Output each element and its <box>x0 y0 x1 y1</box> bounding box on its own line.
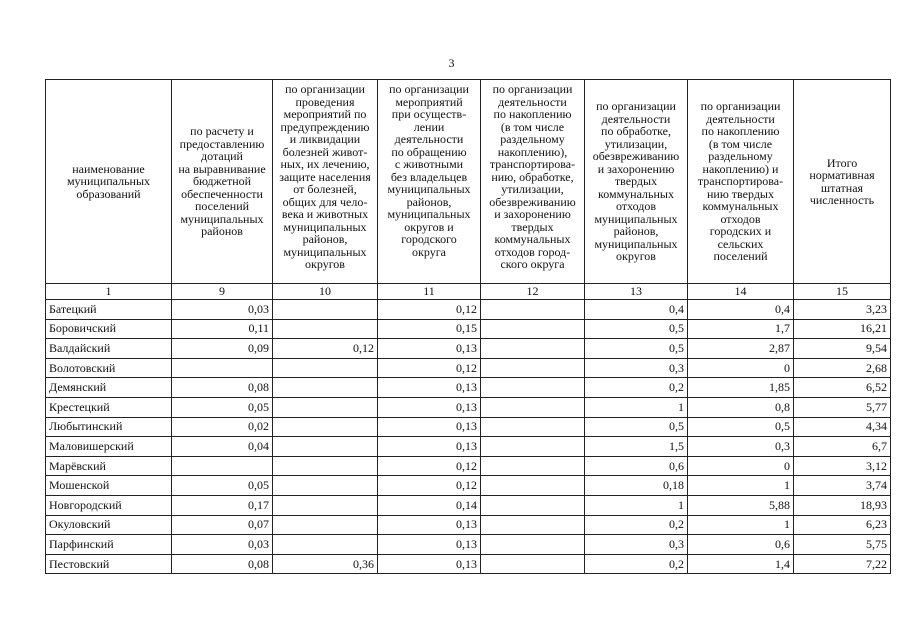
table-cell: 0,36 <box>273 554 378 574</box>
page-number: 3 <box>448 56 455 70</box>
table-cell: 1,4 <box>688 554 794 574</box>
header-col-10: по организации проведения мероприятий по предупреждению и ликвидации болезней живот- ных, их лечению, защите населения от болезней, общих для чело- века и животных муниципальных районов, муниципальных округов <box>273 80 378 284</box>
table-cell: 0,4 <box>585 300 688 320</box>
table-cell: 4,34 <box>794 417 891 437</box>
table-row <box>46 397 891 417</box>
table-cell <box>273 535 378 555</box>
table-cell <box>273 476 378 496</box>
table-row <box>46 476 891 496</box>
municipality-name: Пестовский <box>46 554 172 574</box>
table-cell: 1,85 <box>688 378 794 398</box>
table-cell: 3,23 <box>794 300 891 320</box>
table-cell: 0,2 <box>585 378 688 398</box>
table-cell <box>273 358 378 378</box>
table-row <box>46 554 891 574</box>
municipality-name: Мошенской <box>46 476 172 496</box>
table-cell: 18,93 <box>794 495 891 515</box>
header-col-12: по организации деятельности по накоплению (в том числе раздельному накоплению), транспортирова- нию, обработке, утилизации, обезвреживанию и захоронению твердых коммунальных отходов город- ского округа <box>481 80 585 284</box>
table-cell: 0,5 <box>688 417 794 437</box>
table-row <box>46 515 891 535</box>
table-cell: 0,17 <box>172 495 273 515</box>
table-cell: 1 <box>688 515 794 535</box>
table-cell <box>481 515 585 535</box>
column-number-row <box>46 284 891 300</box>
table-cell: 0,2 <box>585 515 688 535</box>
municipality-name: Валдайский <box>46 339 172 359</box>
table-cell: 0,11 <box>172 319 273 339</box>
table-cell: 0,13 <box>378 397 481 417</box>
municipality-name: Боровичский <box>46 319 172 339</box>
table-cell: 3,12 <box>794 456 891 476</box>
municipality-name: Маловишерский <box>46 437 172 457</box>
header-row <box>46 80 891 284</box>
column-number: 12 <box>481 284 585 300</box>
table-cell <box>481 476 585 496</box>
municipality-name: Демянский <box>46 378 172 398</box>
table-cell <box>273 378 378 398</box>
column-number: 10 <box>273 284 378 300</box>
table-cell: 0,2 <box>585 554 688 574</box>
table-cell: 0,08 <box>172 378 273 398</box>
header-col-11: по организации мероприятий при осуществ- лении деятельности по обращению с животными без владельцев муниципальных районов, муниципальных округов и городского округа <box>378 80 481 284</box>
table-cell: 0,5 <box>585 417 688 437</box>
table-cell: 0 <box>688 456 794 476</box>
table-row <box>46 300 891 320</box>
table-cell: 2,87 <box>688 339 794 359</box>
table-cell: 1 <box>585 397 688 417</box>
table-cell: 0,8 <box>688 397 794 417</box>
table-cell: 6,23 <box>794 515 891 535</box>
table-cell: 0,6 <box>585 456 688 476</box>
table-row <box>46 339 891 359</box>
table-cell <box>481 300 585 320</box>
table-cell: 0,08 <box>172 554 273 574</box>
table-cell: 1,7 <box>688 319 794 339</box>
table-cell: 0,13 <box>378 417 481 437</box>
table-cell: 0,13 <box>378 378 481 398</box>
table-cell: 5,75 <box>794 535 891 555</box>
table-cell: 0,5 <box>585 339 688 359</box>
table-cell: 0 <box>688 358 794 378</box>
table-body <box>46 300 891 574</box>
table-cell <box>273 437 378 457</box>
table-cell: 0,05 <box>172 476 273 496</box>
column-number: 1 <box>46 284 172 300</box>
table-cell: 0,3 <box>585 358 688 378</box>
table-cell <box>481 358 585 378</box>
municipality-name: Марёвский <box>46 456 172 476</box>
column-number: 13 <box>585 284 688 300</box>
table-cell: 0,4 <box>688 300 794 320</box>
table-cell <box>273 495 378 515</box>
municipality-name: Новгородский <box>46 495 172 515</box>
header-col-9: по расчету и предоставлению дотаций на выравнивание бюджетной обеспеченности поселений муниципальных районов <box>172 80 273 284</box>
column-number: 15 <box>794 284 891 300</box>
table-cell <box>481 495 585 515</box>
header-col-13: по организации деятельности по обработке, утилизации, обезвреживанию и захоронению твердых коммунальных отходов муниципальных районов, муниципальных округов <box>585 80 688 284</box>
table-cell <box>273 397 378 417</box>
table-cell <box>172 358 273 378</box>
table-cell <box>481 456 585 476</box>
column-number: 14 <box>688 284 794 300</box>
table-cell <box>273 300 378 320</box>
table-cell: 0,03 <box>172 535 273 555</box>
table-cell: 0,02 <box>172 417 273 437</box>
municipality-name: Волотовский <box>46 358 172 378</box>
table-cell: 0,07 <box>172 515 273 535</box>
header-municipality: наименование муниципальных образований <box>46 80 172 284</box>
table-cell: 0,03 <box>172 300 273 320</box>
table-cell: 0,12 <box>273 339 378 359</box>
table-cell: 0,13 <box>378 339 481 359</box>
table-cell: 1 <box>585 495 688 515</box>
table-cell <box>273 515 378 535</box>
table-cell: 1,5 <box>585 437 688 457</box>
table-cell <box>481 554 585 574</box>
table-cell <box>172 456 273 476</box>
municipality-name: Крестецкий <box>46 397 172 417</box>
table-cell: 0,18 <box>585 476 688 496</box>
table-cell: 7,22 <box>794 554 891 574</box>
table-row <box>46 417 891 437</box>
table-cell: 0,09 <box>172 339 273 359</box>
table-cell: 5,88 <box>688 495 794 515</box>
table-cell: 0,13 <box>378 437 481 457</box>
table-cell: 0,15 <box>378 319 481 339</box>
table-cell: 9,54 <box>794 339 891 359</box>
table-row <box>46 437 891 457</box>
table-cell: 2,68 <box>794 358 891 378</box>
table-row <box>46 319 891 339</box>
staffing-table <box>45 79 891 574</box>
table-cell <box>273 456 378 476</box>
table-cell <box>481 339 585 359</box>
table-row <box>46 358 891 378</box>
table-cell <box>273 319 378 339</box>
table-cell: 0,5 <box>585 319 688 339</box>
table-cell: 0,3 <box>585 535 688 555</box>
table-cell: 0,13 <box>378 554 481 574</box>
table-cell: 0,6 <box>688 535 794 555</box>
header-col-14: по организации деятельности по накоплению (в том числе раздельному накоплению) и транспортирова- нию твердых коммунальных отходов городских и сельских поселений <box>688 80 794 284</box>
table-cell: 0,13 <box>378 535 481 555</box>
table-cell: 16,21 <box>794 319 891 339</box>
table-cell: 0,12 <box>378 456 481 476</box>
table-cell <box>481 397 585 417</box>
table-cell: 0,13 <box>378 515 481 535</box>
table-row <box>46 495 891 515</box>
table-cell <box>481 319 585 339</box>
table-cell <box>481 417 585 437</box>
municipality-name: Окуловский <box>46 515 172 535</box>
table-cell: 0,12 <box>378 300 481 320</box>
table-cell: 0,05 <box>172 397 273 417</box>
column-number: 9 <box>172 284 273 300</box>
table-cell <box>481 535 585 555</box>
table-cell: 1 <box>688 476 794 496</box>
table-cell: 0,3 <box>688 437 794 457</box>
table-row <box>46 378 891 398</box>
table-cell: 0,12 <box>378 476 481 496</box>
table-row <box>46 535 891 555</box>
table-cell: 0,14 <box>378 495 481 515</box>
table-cell: 0,12 <box>378 358 481 378</box>
municipality-name: Любытинский <box>46 417 172 437</box>
table-cell: 0,04 <box>172 437 273 457</box>
column-number: 11 <box>378 284 481 300</box>
table-cell <box>273 417 378 437</box>
table-row <box>46 456 891 476</box>
table-cell: 6,7 <box>794 437 891 457</box>
table-cell: 3,74 <box>794 476 891 496</box>
municipality-name: Батецкий <box>46 300 172 320</box>
table-cell <box>481 378 585 398</box>
municipality-name: Парфинский <box>46 535 172 555</box>
header-col-15: Итого нормативная штатная численность <box>794 80 891 284</box>
table-cell: 6,52 <box>794 378 891 398</box>
table-cell <box>481 437 585 457</box>
table-cell: 5,77 <box>794 397 891 417</box>
